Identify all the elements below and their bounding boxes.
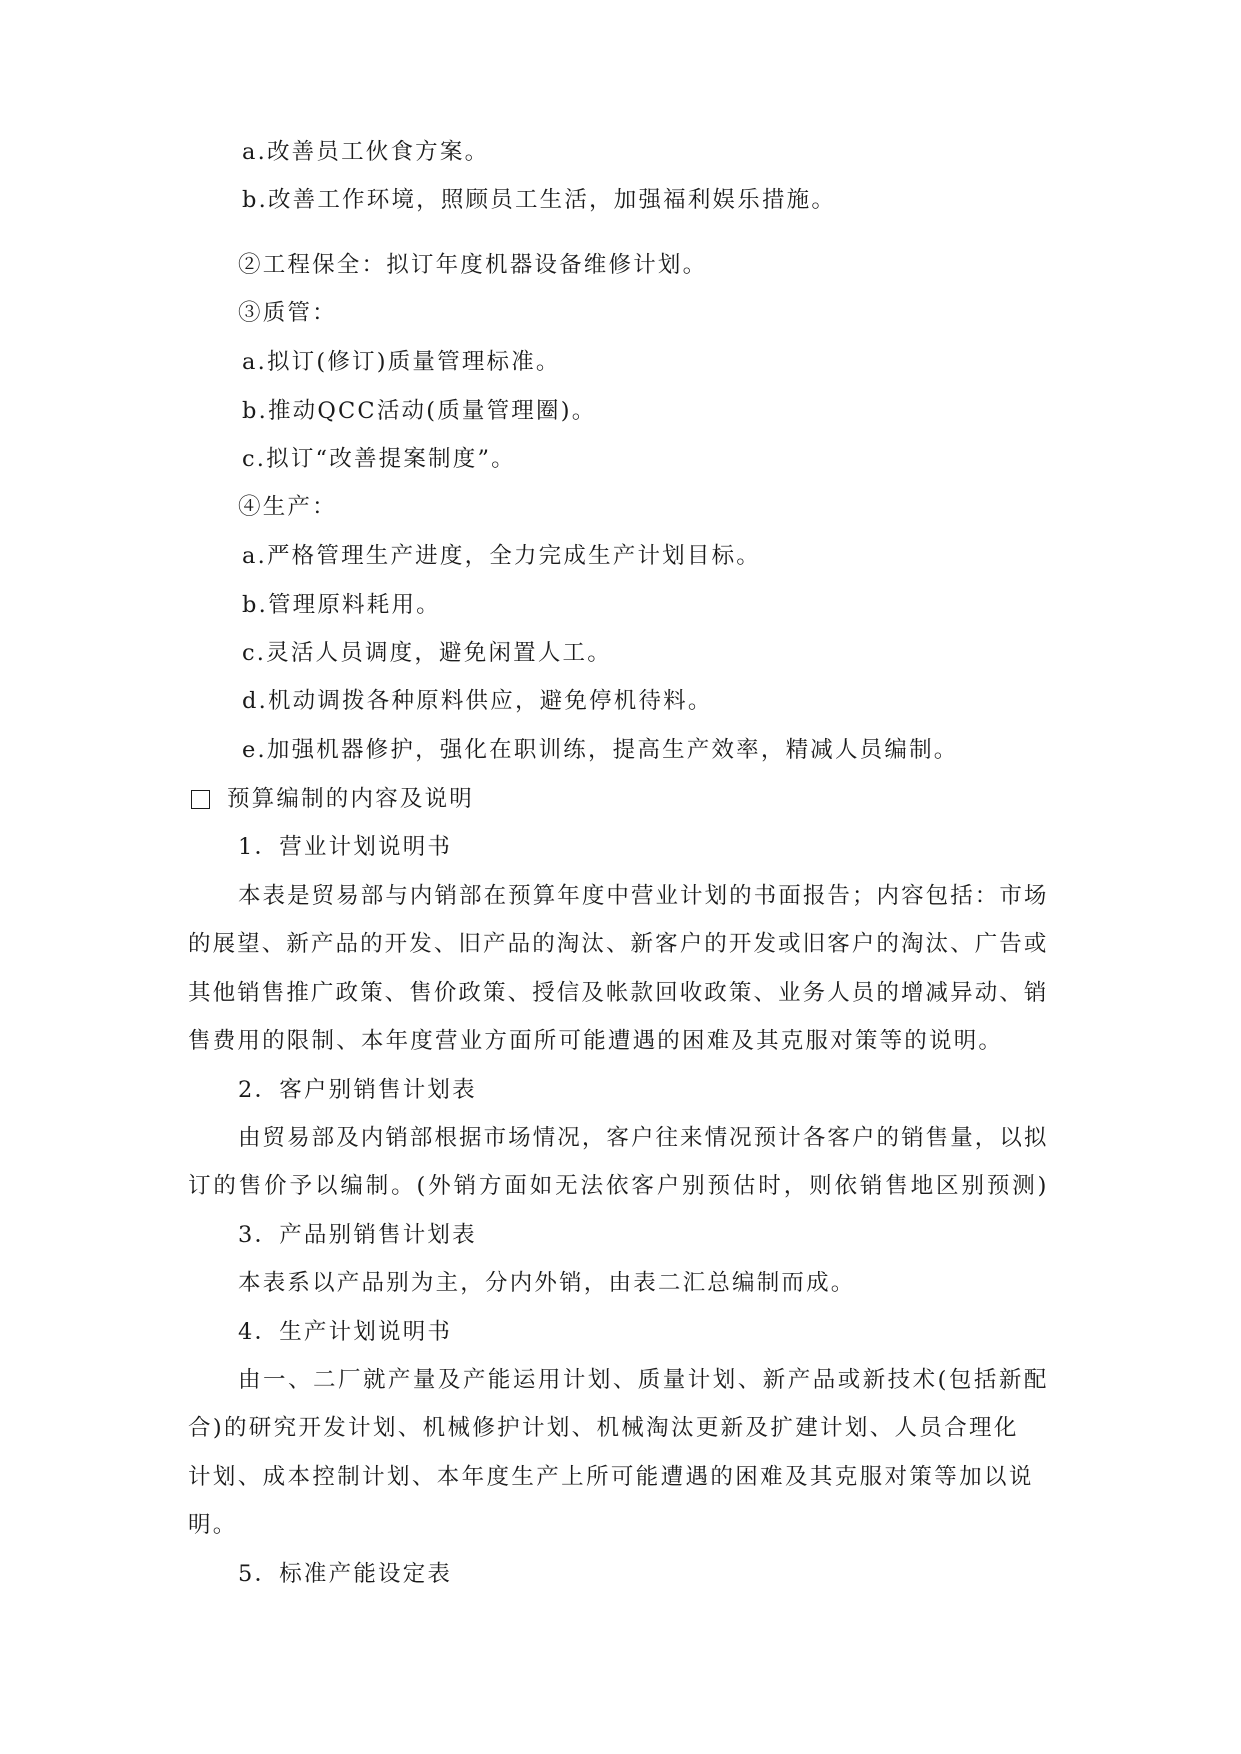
item-2-customer-sales-plan: 2．客户别销售计划表 xyxy=(238,1077,477,1103)
list-item-b-material-usage: b.管理原料耗用。 xyxy=(242,592,441,618)
checkbox-square-icon xyxy=(191,790,210,809)
section-heading-budget-content: 预算编制的内容及说明 xyxy=(227,786,475,812)
paragraph-line: 售费用的限制、本年度营业方面所可能遭遇的困难及其克服对策等的说明。 xyxy=(188,1028,1004,1054)
section-production: ④生产： xyxy=(238,494,337,520)
item-1-business-plan: 1．营业计划说明书 xyxy=(238,834,453,860)
list-item-a-quality-standard: a.拟订(修订)质量管理标准。 xyxy=(242,349,561,375)
section-engineering-maintenance: ②工程保全：拟订年度机器设备维修计划。 xyxy=(238,252,708,278)
item-3-product-sales-plan: 3．产品别销售计划表 xyxy=(238,1222,477,1248)
paragraph-line: 计划、成本控制计划、本年度生产上所可能遭遇的困难及其克服对策等加以说 xyxy=(188,1464,1033,1490)
paragraph-line: 由贸易部及内销部根据市场情况，客户往来情况预计各客户的销售量，以拟 xyxy=(238,1125,1048,1151)
item-5-standard-capacity: 5．标准产能设定表 xyxy=(238,1561,453,1587)
paragraph-line: 明。 xyxy=(188,1512,238,1538)
list-item-b-work-environment: b.改善工作环境，照顾员工生活，加强福利娱乐措施。 xyxy=(242,187,837,213)
list-item-b-qcc-activity: b.推动QCC活动(质量管理圈)。 xyxy=(242,398,597,424)
section-quality-control: ③质管： xyxy=(238,300,337,326)
paragraph-line: 订的售价予以编制。(外销方面如无法依客户别预估时，则依销售地区别预测) xyxy=(188,1173,1048,1199)
list-item-c-proposal-system: c.拟订“改善提案制度”。 xyxy=(242,446,516,472)
paragraph-line: 的展望、新产品的开发、旧产品的淘汰、新客户的开发或旧客户的淘汰、广告或 xyxy=(188,931,1048,957)
list-item-a-meal-plan: a.改善员工伙食方案。 xyxy=(242,139,490,165)
list-item-a-production-schedule: a.严格管理生产进度，全力完成生产计划目标。 xyxy=(242,543,761,569)
paragraph-line: 合)的研究开发计划、机械修护计划、机械淘汰更新及扩建计划、人员合理化 xyxy=(188,1415,1018,1441)
item-4-production-plan: 4．生产计划说明书 xyxy=(238,1319,453,1345)
paragraph-line: 由一、二厂就产量及产能运用计划、质量计划、新产品或新技术(包括新配 xyxy=(238,1367,1048,1393)
paragraph-line: 本表是贸易部与内销部在预算年度中营业计划的书面报告；内容包括：市场 xyxy=(238,883,1048,909)
paragraph-line: 本表系以产品别为主，分内外销，由表二汇总编制而成。 xyxy=(238,1270,856,1296)
list-item-e-machine-maintenance: e.加强机器修护，强化在职训练，提高生产效率，精减人员编制。 xyxy=(242,737,959,763)
list-item-d-material-supply: d.机动调拨各种原料供应，避免停机待料。 xyxy=(242,688,713,714)
paragraph-line: 其他销售推广政策、售价政策、授信及帐款回收政策、业务人员的增减异动、销 xyxy=(188,980,1048,1006)
list-item-c-staff-scheduling: c.灵活人员调度，避免闲置人工。 xyxy=(242,640,612,666)
